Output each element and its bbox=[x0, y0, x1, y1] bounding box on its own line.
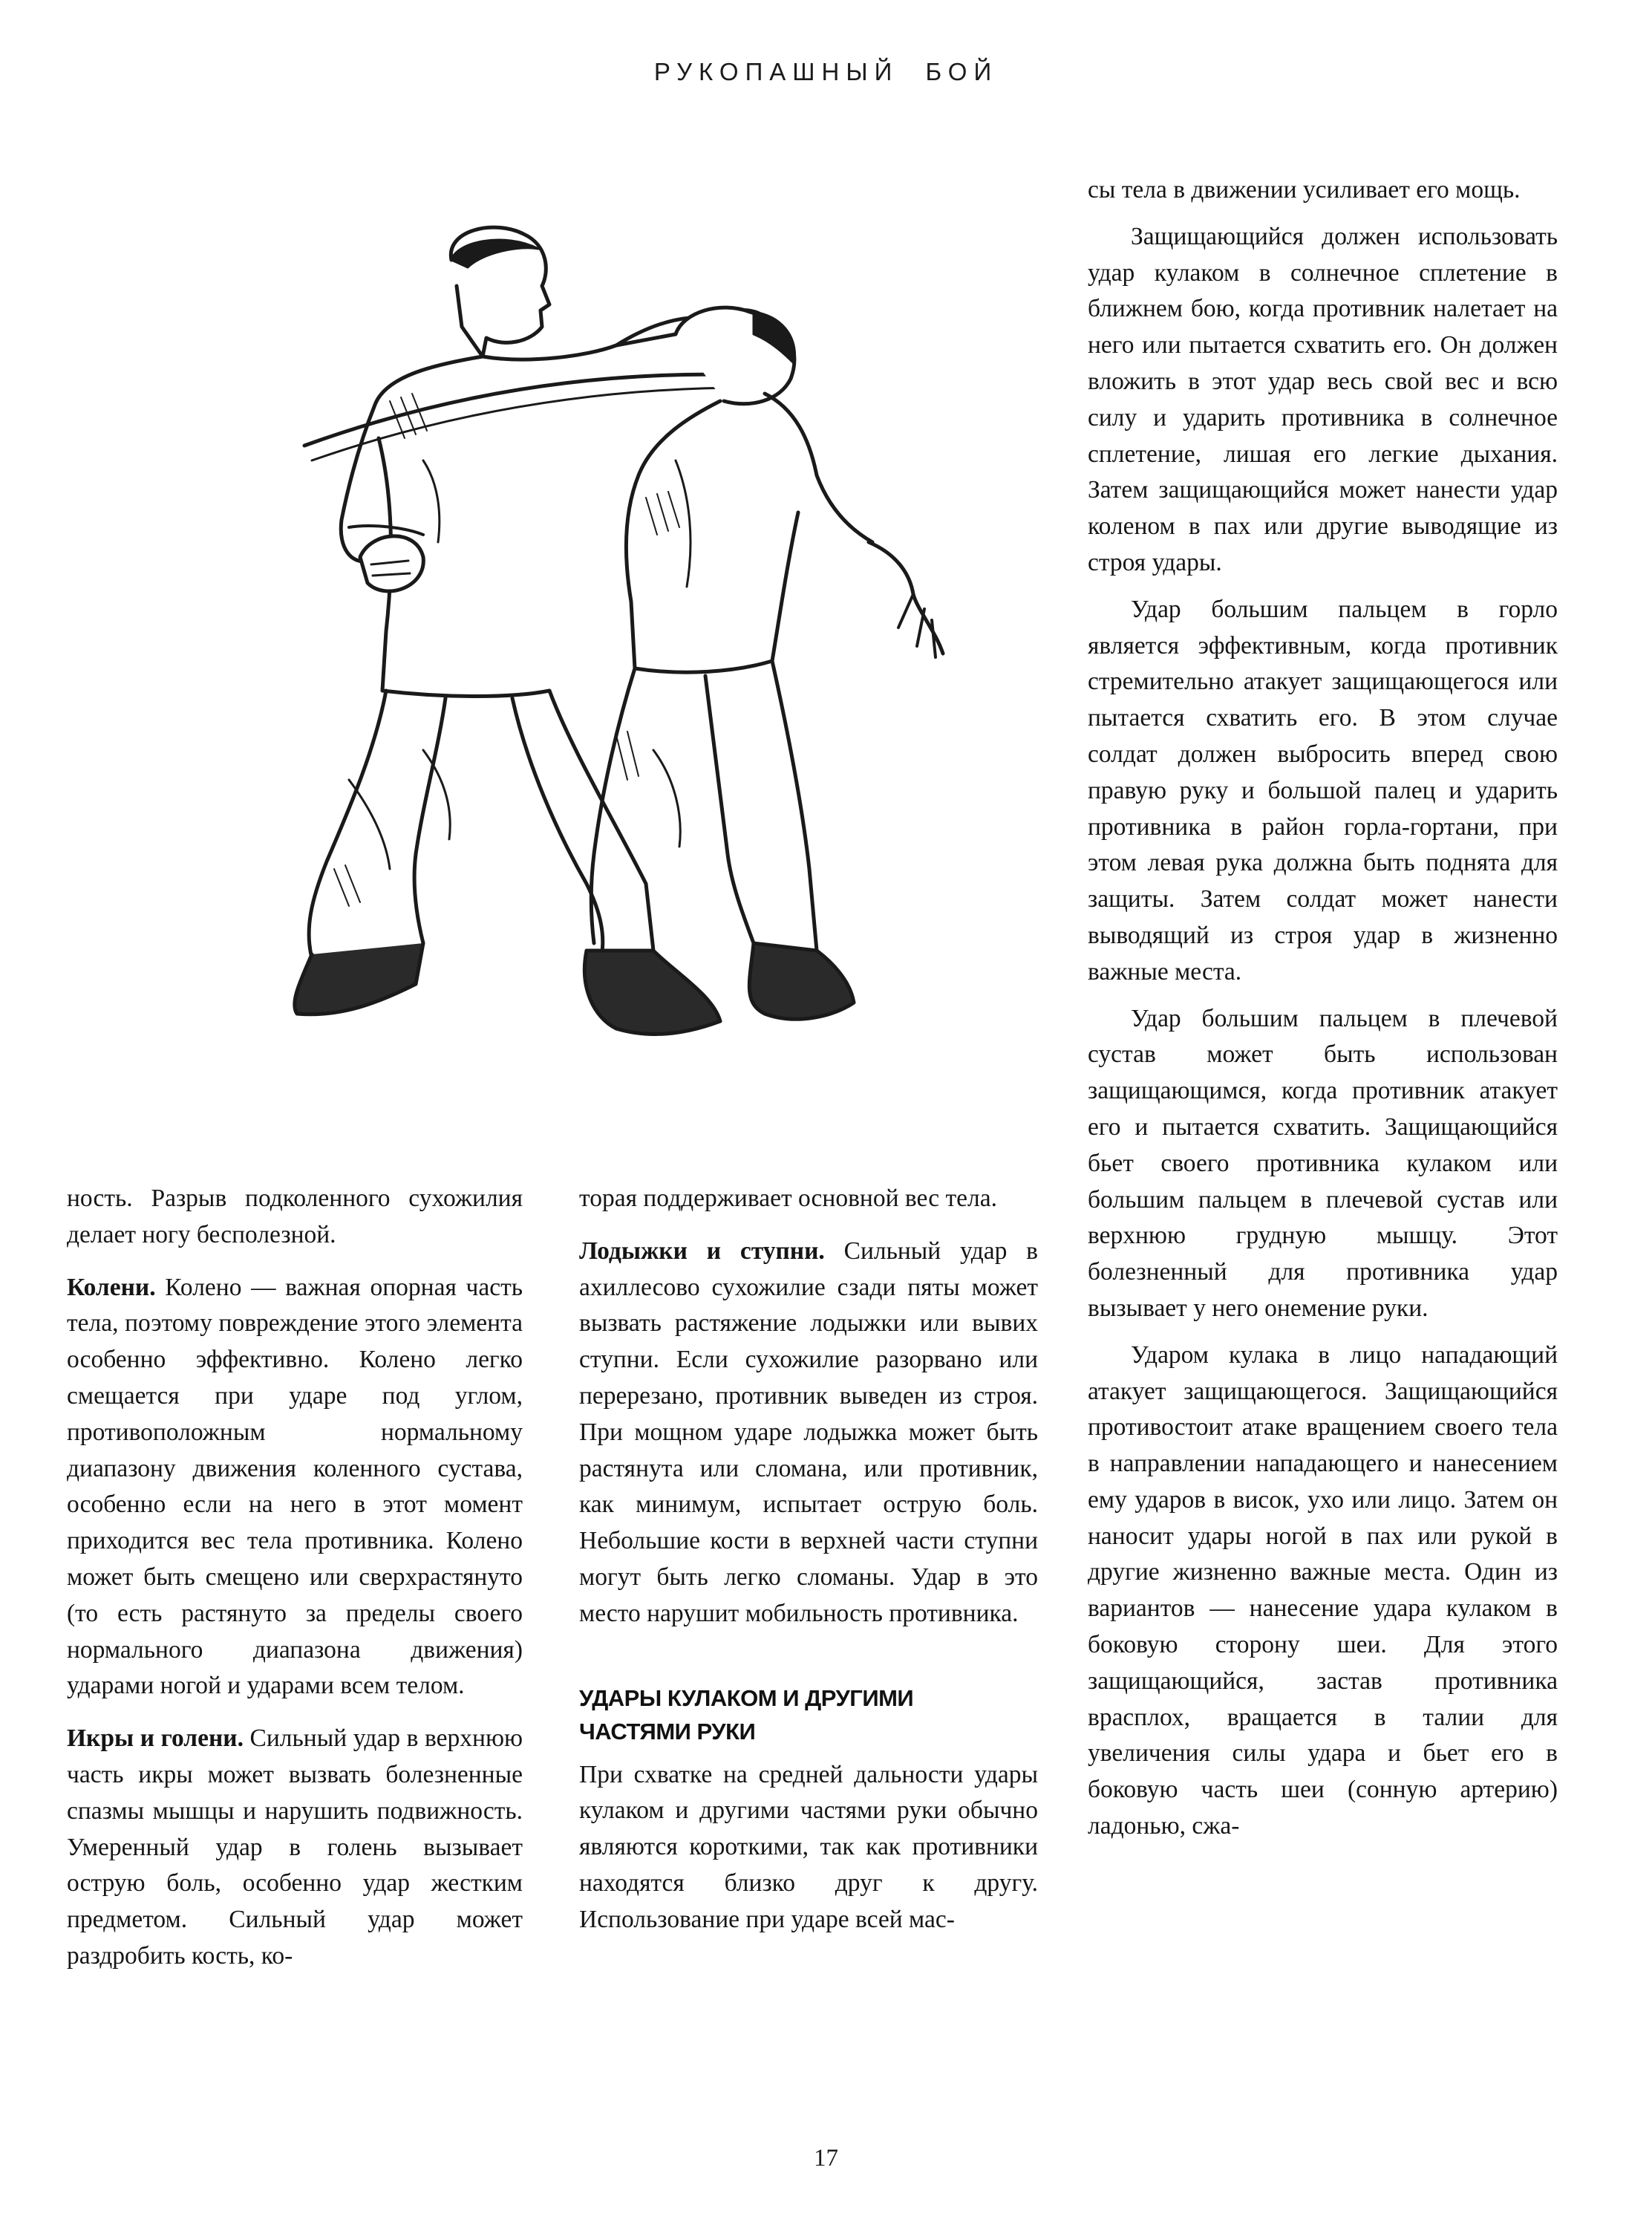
paragraph: Удар большим пальцем в горло является эффективным, когда противник стремительно атакует защищающегося или пытается схватить его. В этом случае солдат должен выбросить вперед свою правую руку и большой палец и ударить противника в район горла-гортани, при этом левая рука должна быть поднята для защиты. Затем солдат может нанести выводящий из строя удар в жизненно важные места. bbox=[1088, 595, 1558, 986]
text-column-1 bbox=[67, 1181, 523, 1975]
runin-heading-ankles: Лодыжки и ступни. bbox=[579, 1237, 825, 1265]
paragraph: Удар большим пальцем в плечевой сустав может быть использован защищающимся, когда противник атакует его и пытается схватить. Защищающийся бьет своего противника кулаком или большим пальцем в плечевой сустав или верхнюю грудную мышцу. Этот болезненный для противника удар вызывает у него онемение руки. bbox=[1088, 1004, 1558, 1322]
text-column-2 bbox=[579, 1181, 1038, 1938]
paragraph-body: Сильный удар в верхнюю часть икры может вызвать болезненные спазмы мышцы и нарушить подвижность. Умеренный удар в голень вызывает острую боль, особенно удар жестким предметом. Сильный удар может раздробить кость, ко- bbox=[67, 1724, 523, 1970]
paragraph-body: Сильный удар в ахиллесово сухожилие сзади пяты может вызвать растяжение лодыжки или вывих ступни. Если сухожилие разорвано или перерезано, противник выведен из строя. При мощном ударе лодыжка может быть растянута или сломана, или противник, как минимум, испытает острую боль. Небольшие кости в верхней части ступни могут быть легко сломаны. Удар в это место нарушит мобильность противника. bbox=[579, 1237, 1038, 1627]
text-column-3 bbox=[1088, 172, 1558, 1845]
illustration-punch-icon bbox=[200, 215, 995, 1069]
paragraph: сы тела в движении усиливает его мощь. bbox=[1088, 176, 1521, 203]
section-heading-line: ЧАСТЯМИ РУКИ bbox=[579, 1718, 756, 1745]
paragraph: При схватке на средней дальности удары кулаком и другими частями руки обычно являются короткими, так как противники находятся близко друг к другу. Использование при ударе всей мас- bbox=[579, 1760, 1038, 1933]
paragraph: торая поддерживает основной вес тела. bbox=[579, 1185, 997, 1212]
paragraph-calves bbox=[67, 1721, 523, 1975]
paragraph: ность. Разрыв подколенного сухожилия делает ногу бесполезной. bbox=[67, 1185, 523, 1248]
paragraph: Защищающийся должен использовать удар кулаком в солнечное сплетение в ближнем бою, когда противник налетает на него или пытается схватить его. Он должен вложить в этот удар весь свой вес и всю силу и ударить противника в солнечное сплетение, лишая его легкие дыхания. Затем защищающийся может нанести удар коленом в пах или другие выводящие из строя удары. bbox=[1088, 222, 1558, 576]
paragraph-knees bbox=[67, 1270, 523, 1705]
runin-heading-knees: Колени. bbox=[67, 1273, 156, 1301]
paragraph: Ударом кулака в лицо нападающий атакует защищающегося. Защищающийся противостоит атаке вращением своего тела в направлении нападающего и нанесением ему ударов в висок, ухо или лицо. Затем он наносит удары ногой в пах или рукой в другие жизненно важные места. Один из вариантов — нанесение удара кулаком в боковую сторону шеи. Для этого защищающийся, застав противника врасплох, вращается в талии для увеличения силы удара и бьет его в боковую часть шеи (сонную артерию) ладонью, сжа- bbox=[1088, 1341, 1558, 1840]
section-heading-line: УДАРЫ КУЛАКОМ И ДРУГИМИ bbox=[579, 1684, 914, 1711]
section-heading bbox=[579, 1681, 1038, 1748]
paragraph-ankles bbox=[579, 1234, 1038, 1632]
page-number: 17 bbox=[814, 2145, 838, 2172]
paragraph-body: Колено — важная опорная часть тела, поэтому повреждение этого элемента особенно эффективно. Колено легко смещается при ударе под углом, противоположным нормальному диапазону движения коленного сустава, особенно если на него в этот момент приходится вес тела противника. Колено может быть смещено или сверхрастянуто (то есть растянуто за пределы своего нормального диапазона движения) ударами ногой и ударами всем телом. bbox=[67, 1273, 523, 1700]
running-title: РУКОПАШНЫЙ БОЙ bbox=[653, 58, 999, 85]
runin-heading-calves: Икры и голени. bbox=[67, 1724, 244, 1753]
